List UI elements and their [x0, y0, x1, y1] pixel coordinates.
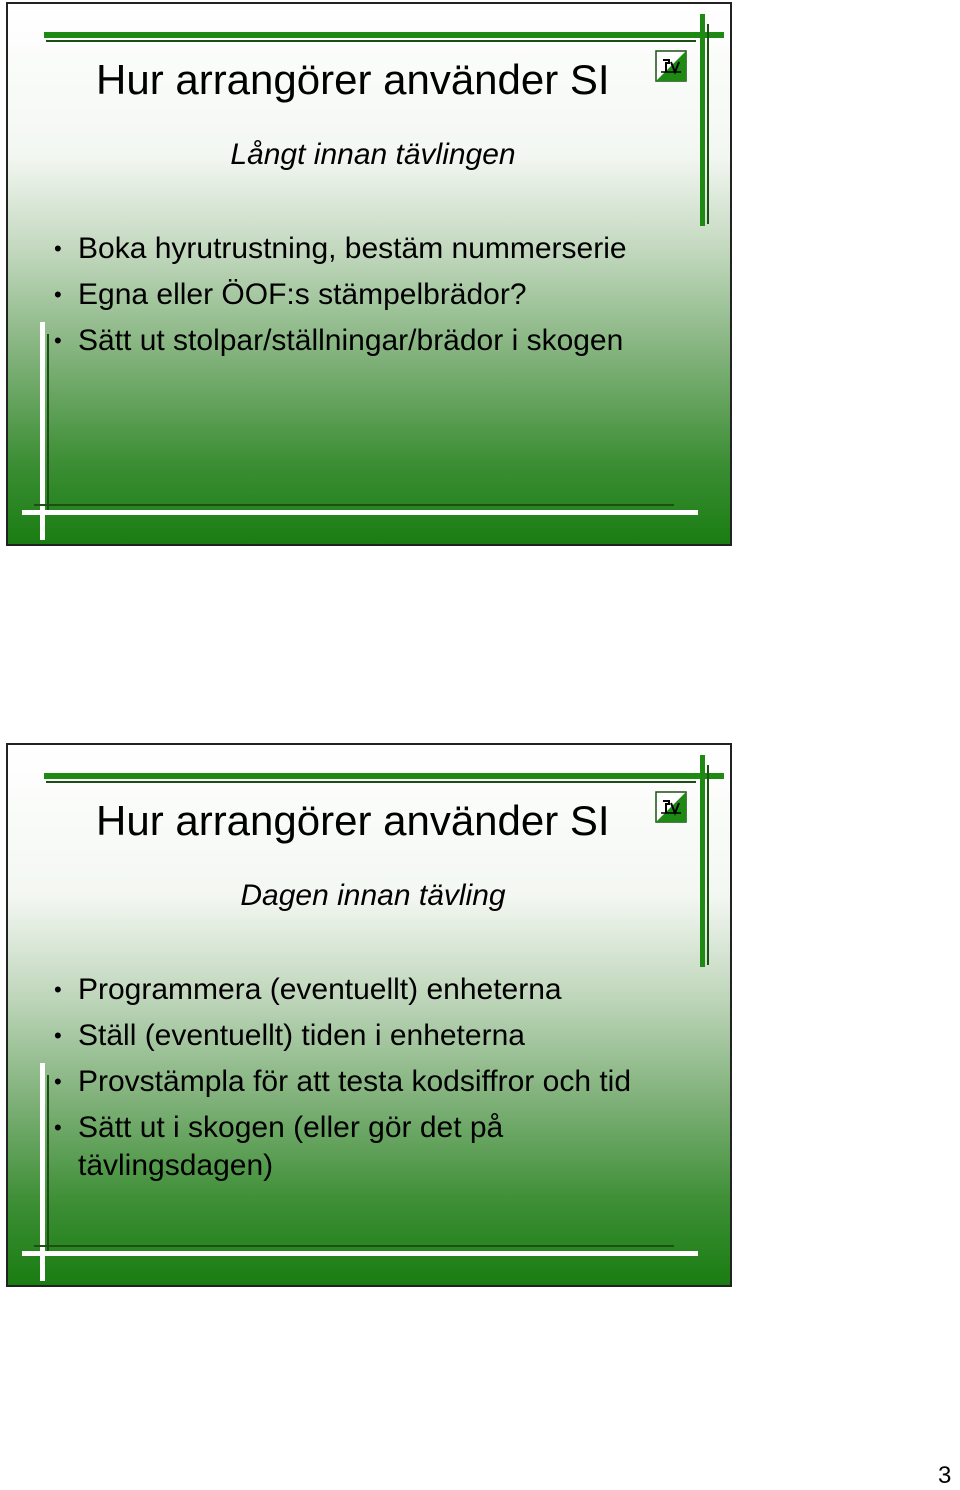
bullet-icon: •	[54, 1023, 62, 1048]
slide-subtitle: Långt innan tävlingen	[230, 138, 516, 171]
list-item: • Sätt ut stolpar/ställningar/brädor i skogen	[52, 322, 712, 360]
list-item: • Programmera (eventuellt) enheterna	[52, 971, 712, 1009]
frame-line-right	[700, 14, 705, 226]
frame-line-left	[40, 1063, 45, 1281]
frame-line-left-inner	[47, 1075, 49, 1255]
bullet-list	[52, 230, 712, 368]
page-number: 3	[938, 1462, 952, 1489]
frame-line-bottom	[22, 510, 698, 515]
frame-line-top	[44, 773, 724, 779]
frame-line-left-inner	[47, 334, 49, 514]
bullet-icon: •	[54, 328, 62, 353]
list-item: • Provstämpla för att testa kodsiffror och tid	[52, 1063, 712, 1101]
slide-2	[6, 743, 732, 1287]
slide-1	[6, 2, 732, 546]
frame-line-right-inner	[707, 765, 709, 965]
frame-line-top-inner	[46, 40, 696, 42]
slide-title: Hur arrangörer använder SI	[96, 56, 610, 103]
frame-line-bottom	[22, 1251, 698, 1256]
list-item: • Boka hyrutrustning, bestäm nummerserie	[52, 230, 712, 268]
bullet-icon: •	[54, 236, 62, 261]
club-logo-icon	[655, 50, 687, 82]
slide-title: Hur arrangörer använder SI	[96, 797, 610, 844]
bullet-icon: •	[54, 282, 62, 307]
list-item: • Ställ (eventuellt) tiden i enheterna	[52, 1017, 712, 1055]
frame-line-top	[44, 32, 724, 38]
slide-subtitle: Dagen innan tävling	[240, 879, 506, 912]
frame-line-right-inner	[707, 24, 709, 224]
bullet-icon: •	[54, 977, 62, 1002]
club-logo-icon	[655, 791, 687, 823]
bullet-icon: •	[54, 1115, 62, 1140]
frame-line-top-inner	[46, 781, 696, 783]
bullet-list	[52, 971, 712, 1193]
frame-line-right	[700, 755, 705, 967]
frame-line-left	[40, 322, 45, 540]
frame-line-bottom-inner	[34, 1245, 674, 1247]
frame-line-bottom-inner	[34, 504, 674, 506]
list-item: • Egna eller ÖOF:s stämpelbrädor?	[52, 276, 712, 314]
bullet-icon: •	[54, 1069, 62, 1094]
list-item: • Sätt ut i skogen (eller gör det på tävlingsdagen)	[54, 1111, 504, 1182]
